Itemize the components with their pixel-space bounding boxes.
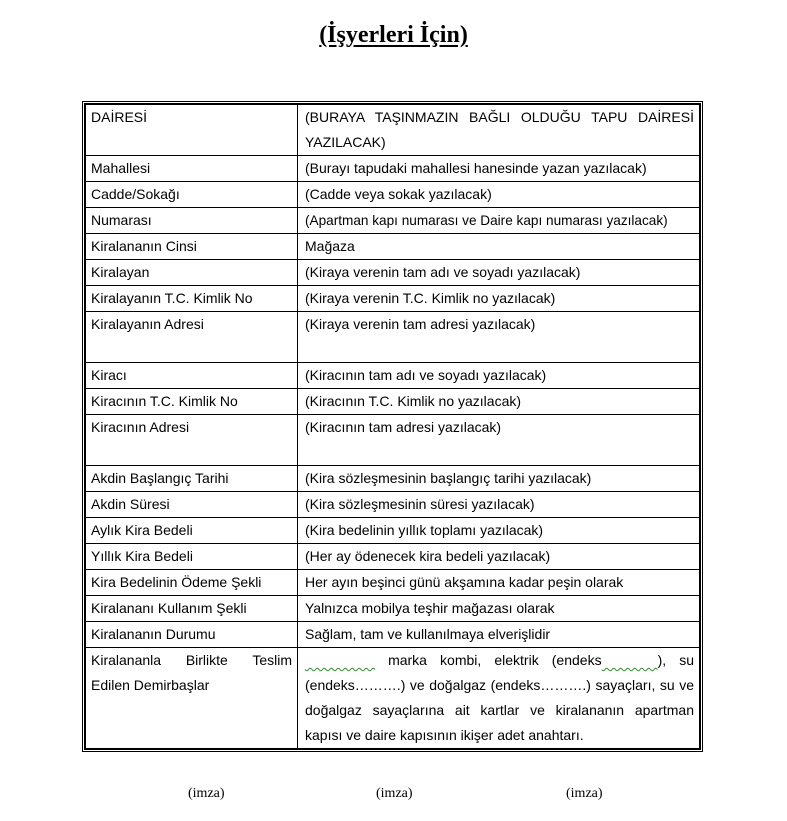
row-label: Kiracı [86, 363, 298, 389]
row-label: Kiracının Adresi [86, 415, 298, 466]
row-label: Kiralananı Kullanım Şekli [86, 596, 298, 622]
row-label: Kiralananın Durumu [86, 622, 298, 648]
row-label: Numarası [86, 208, 298, 234]
row-label-line: Edilen Demirbaşlar [91, 677, 210, 693]
row-value-text: ), su (endeks……….) ve doğalgaz (endeks……….) sayaçları, su ve doğalgaz sayaçlarına ait kartlar ve kiralananın apartman kapısı ve daire kapısının ikişer adet anahtarı. [305, 652, 695, 743]
table-row [86, 466, 700, 492]
row-label: Kiralayanın T.C. Kimlik No [86, 286, 298, 312]
row-label [86, 648, 298, 749]
row-label: DAİRESİ [86, 105, 298, 156]
row-value: (Her ay ödenecek kira bedeli yazılacak) [298, 544, 700, 570]
row-value [298, 648, 700, 749]
row-value: (Burayı tapudaki mahallesi hanesinde yazan yazılacak) [298, 156, 700, 182]
row-value: Yalnızca mobilya teşhir mağazası olarak [298, 596, 700, 622]
row-label: Kiralayanın Adresi [86, 312, 298, 363]
row-label: Kira Bedelinin Ödeme Şekli [86, 570, 298, 596]
row-label-line: Kiralananla Birlikte Teslim [91, 652, 292, 668]
table-row [86, 492, 700, 518]
table-row [86, 312, 700, 363]
row-value: (Kiraya verenin T.C. Kimlik no yazılacak) [298, 286, 700, 312]
row-value: Mağaza [298, 234, 700, 260]
row-value: (BURAYA TAŞINMAZIN BAĞLI OLDUĞU TAPU DAİRESİ YAZILACAK) [298, 105, 700, 156]
table-row [86, 389, 700, 415]
signature-landlord: (imza) [188, 786, 225, 801]
table-row [86, 622, 700, 648]
table-row [86, 260, 700, 286]
row-value: Sağlam, tam ve kullanılmaya elverişlidir [298, 622, 700, 648]
row-value: (Kiraya verenin tam adresi yazılacak) [298, 312, 700, 363]
row-value: (Apartman kapı numarası ve Daire kapı numarası yazılacak) [298, 208, 700, 234]
signature-guarantor: (imza) [566, 786, 603, 801]
row-value: (Cadde veya sokak yazılacak) [298, 182, 700, 208]
table-row [86, 596, 700, 622]
blank-placeholder [602, 652, 658, 668]
contract-info-table [82, 101, 703, 752]
table-row [86, 648, 700, 749]
row-value-text: marka kombi, elektrik (endeks [375, 652, 602, 668]
signature-tenant: (imza) [376, 786, 413, 801]
table-row [86, 156, 700, 182]
table-row [86, 570, 700, 596]
table-row [86, 208, 700, 234]
row-value: Her ayın beşinci günü akşamına kadar peşin olarak [298, 570, 700, 596]
row-label: Cadde/Sokağı [86, 182, 298, 208]
row-value: (Kira bedelinin yıllık toplamı yazılacak) [298, 518, 700, 544]
table-row [86, 363, 700, 389]
table-row [86, 286, 700, 312]
row-value: (Kira sözleşmesinin başlangıç tarihi yazılacak) [298, 466, 700, 492]
table-row [86, 105, 700, 156]
row-value: (Kiracının tam adı ve soyadı yazılacak) [298, 363, 700, 389]
table-row [86, 415, 700, 466]
table-row [86, 544, 700, 570]
row-label: Kiracının T.C. Kimlik No [86, 389, 298, 415]
row-label: Kiralayan [86, 260, 298, 286]
document-title: (İşyerleri İçin) [319, 22, 468, 48]
blank-placeholder [305, 652, 375, 668]
row-label: Aylık Kira Bedeli [86, 518, 298, 544]
row-label: Akdin Başlangıç Tarihi [86, 466, 298, 492]
table-row [86, 234, 700, 260]
table-row [86, 182, 700, 208]
row-label: Kiralananın Cinsi [86, 234, 298, 260]
row-value: (Kira sözleşmesinin süresi yazılacak) [298, 492, 700, 518]
row-value: (Kiracının T.C. Kimlik no yazılacak) [298, 389, 700, 415]
table-row [86, 518, 700, 544]
row-label: Akdin Süresi [86, 492, 298, 518]
row-label: Yıllık Kira Bedeli [86, 544, 298, 570]
row-value: (Kiraya verenin tam adı ve soyadı yazılacak) [298, 260, 700, 286]
row-label: Mahallesi [86, 156, 298, 182]
row-value: (Kiracının tam adresi yazılacak) [298, 415, 700, 466]
